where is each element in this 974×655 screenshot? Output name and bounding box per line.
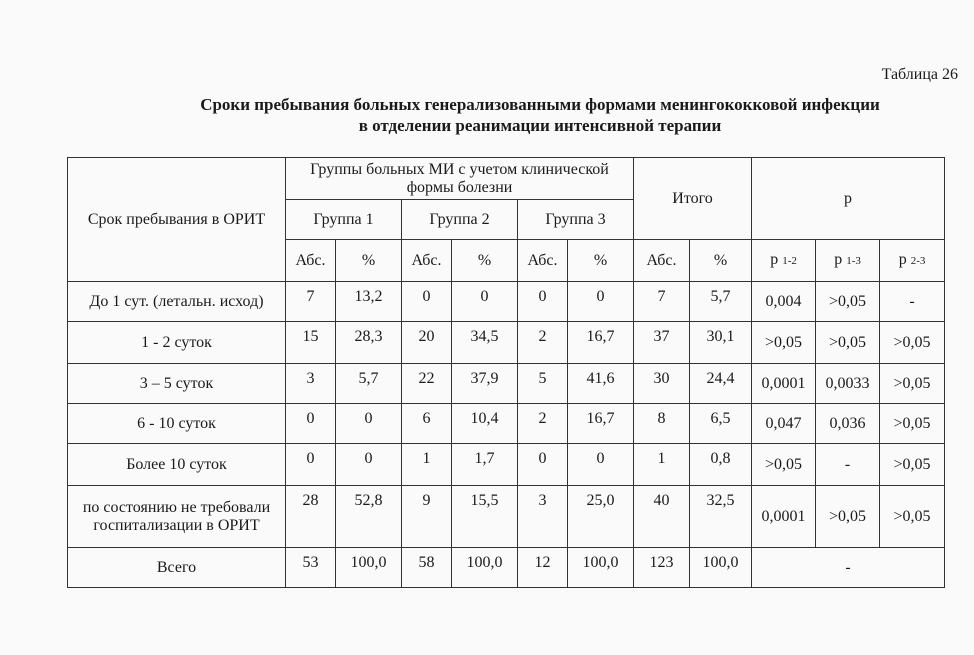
table-cell: 5 [518,364,568,404]
table-cell: 123 [634,548,690,588]
table-number: Таблица 26 [881,66,958,83]
table-cell: 16,7 [568,404,634,444]
table-cell: 5,7 [336,364,402,404]
table-cell: 13,2 [336,282,402,322]
table-body [68,282,945,588]
table-row [68,282,945,322]
table-title-line-1: Сроки пребывания больных генерализованными формами менингококковой инфекции [200,95,880,114]
header-pct: % [568,240,634,282]
p23-subscript: 2-3 [910,255,926,267]
table-cell: 2 [518,322,568,364]
p-letter: p [834,251,843,268]
p-value-cell: >0,05 [816,486,880,548]
row-label: Всего [68,548,286,588]
table-cell: 28,3 [336,322,402,364]
header-p12 [752,240,816,282]
table-cell: 0 [402,282,452,322]
p-value-cell: >0,05 [880,322,945,364]
header-p: p [752,158,945,240]
p-value-cell: - [880,282,945,322]
table-cell: 0 [286,404,336,444]
table-cell: 2 [518,404,568,444]
table-cell: 7 [634,282,690,322]
table-row [68,364,945,404]
table-cell: 20 [402,322,452,364]
p-value-cell: >0,05 [880,486,945,548]
header-p13 [816,240,880,282]
table-cell: 0 [568,282,634,322]
table-cell: 41,6 [568,364,634,404]
table-cell: 32,5 [690,486,752,548]
table-cell: 1 [634,444,690,486]
table-cell: 53 [286,548,336,588]
header-group-1: Группа 1 [286,200,402,240]
header-group-3: Группа 3 [518,200,634,240]
row-label: Более 10 суток [68,444,286,486]
table-cell: 25,0 [568,486,634,548]
table-cell: 0,8 [690,444,752,486]
p12-subscript: 1-2 [782,255,797,267]
table-cell: 7 [286,282,336,322]
row-label: 1 - 2 суток [68,322,286,364]
table-row [68,486,945,548]
header-groups-title: Группы больных МИ с учетом клинической формы болезни [286,158,634,200]
table-cell: 40 [634,486,690,548]
header-total: Итого [634,158,752,240]
table-cell: 0 [286,444,336,486]
p-value-cell: >0,05 [816,282,880,322]
table-cell: 0 [518,282,568,322]
table-cell: 0 [452,282,518,322]
table-cell: 5,7 [690,282,752,322]
table-cell: 0 [568,444,634,486]
table-cell: 8 [634,404,690,444]
table-cell: 0 [336,404,402,444]
header-abs: Абс. [634,240,690,282]
p-value-cell: - [752,548,945,588]
table-cell: 100,0 [452,548,518,588]
data-table [67,157,945,588]
header-abs: Абс. [286,240,336,282]
header-pct: % [690,240,752,282]
table-cell: 9 [402,486,452,548]
table-row [68,404,945,444]
p-value-cell: - [816,444,880,486]
header-row-1 [68,158,945,200]
header-group-2: Группа 2 [402,200,518,240]
table-cell: 100,0 [690,548,752,588]
row-label: по состоянию не требовали госпитализации в ОРИТ [68,486,286,548]
table-row-total [68,548,945,588]
table-cell: 3 [518,486,568,548]
p-value-cell: >0,05 [880,404,945,444]
p-letter: p [770,251,779,268]
table-cell: 15 [286,322,336,364]
row-label: 3 – 5 суток [68,364,286,404]
header-row-label: Срок пребывания в ОРИТ [68,158,286,282]
table-cell: 6,5 [690,404,752,444]
table-row [68,322,945,364]
p-value-cell: >0,05 [752,444,816,486]
table-cell: 1,7 [452,444,518,486]
table-cell: 3 [286,364,336,404]
table-row [68,444,945,486]
table-cell: 1 [402,444,452,486]
table-cell: 58 [402,548,452,588]
p-value-cell: 0,047 [752,404,816,444]
table-cell: 0 [518,444,568,486]
table-cell: 24,4 [690,364,752,404]
header-abs: Абс. [402,240,452,282]
table-cell: 30,1 [690,322,752,364]
table-cell: 10,4 [452,404,518,444]
table-cell: 6 [402,404,452,444]
table-cell: 30 [634,364,690,404]
table-cell: 37 [634,322,690,364]
table-cell: 34,5 [452,322,518,364]
header-pct: % [336,240,402,282]
p-letter: p [898,251,907,268]
header-abs: Абс. [518,240,568,282]
table-title [150,94,930,136]
table-cell: 12 [518,548,568,588]
p-value-cell: 0,0001 [752,486,816,548]
header-p23 [880,240,945,282]
p-value-cell: >0,05 [880,444,945,486]
table-cell: 37,9 [452,364,518,404]
row-label: До 1 сут. (летальн. исход) [68,282,286,322]
p-value-cell: 0,0001 [752,364,816,404]
table-cell: 15,5 [452,486,518,548]
p-value-cell: 0,0033 [816,364,880,404]
header-pct: % [452,240,518,282]
p-value-cell: >0,05 [880,364,945,404]
table-title-line-2: в отделении реанимации интенсивной терапии [358,116,722,135]
table-cell: 52,8 [336,486,402,548]
p-value-cell: >0,05 [752,322,816,364]
row-label: 6 - 10 суток [68,404,286,444]
p-value-cell: >0,05 [816,322,880,364]
p-value-cell: 0,004 [752,282,816,322]
p-value-cell: 0,036 [816,404,880,444]
table-cell: 100,0 [336,548,402,588]
table-cell: 0 [336,444,402,486]
p13-subscript: 1-3 [846,255,861,267]
table-cell: 28 [286,486,336,548]
table-cell: 16,7 [568,322,634,364]
table-cell: 100,0 [568,548,634,588]
table-cell: 22 [402,364,452,404]
